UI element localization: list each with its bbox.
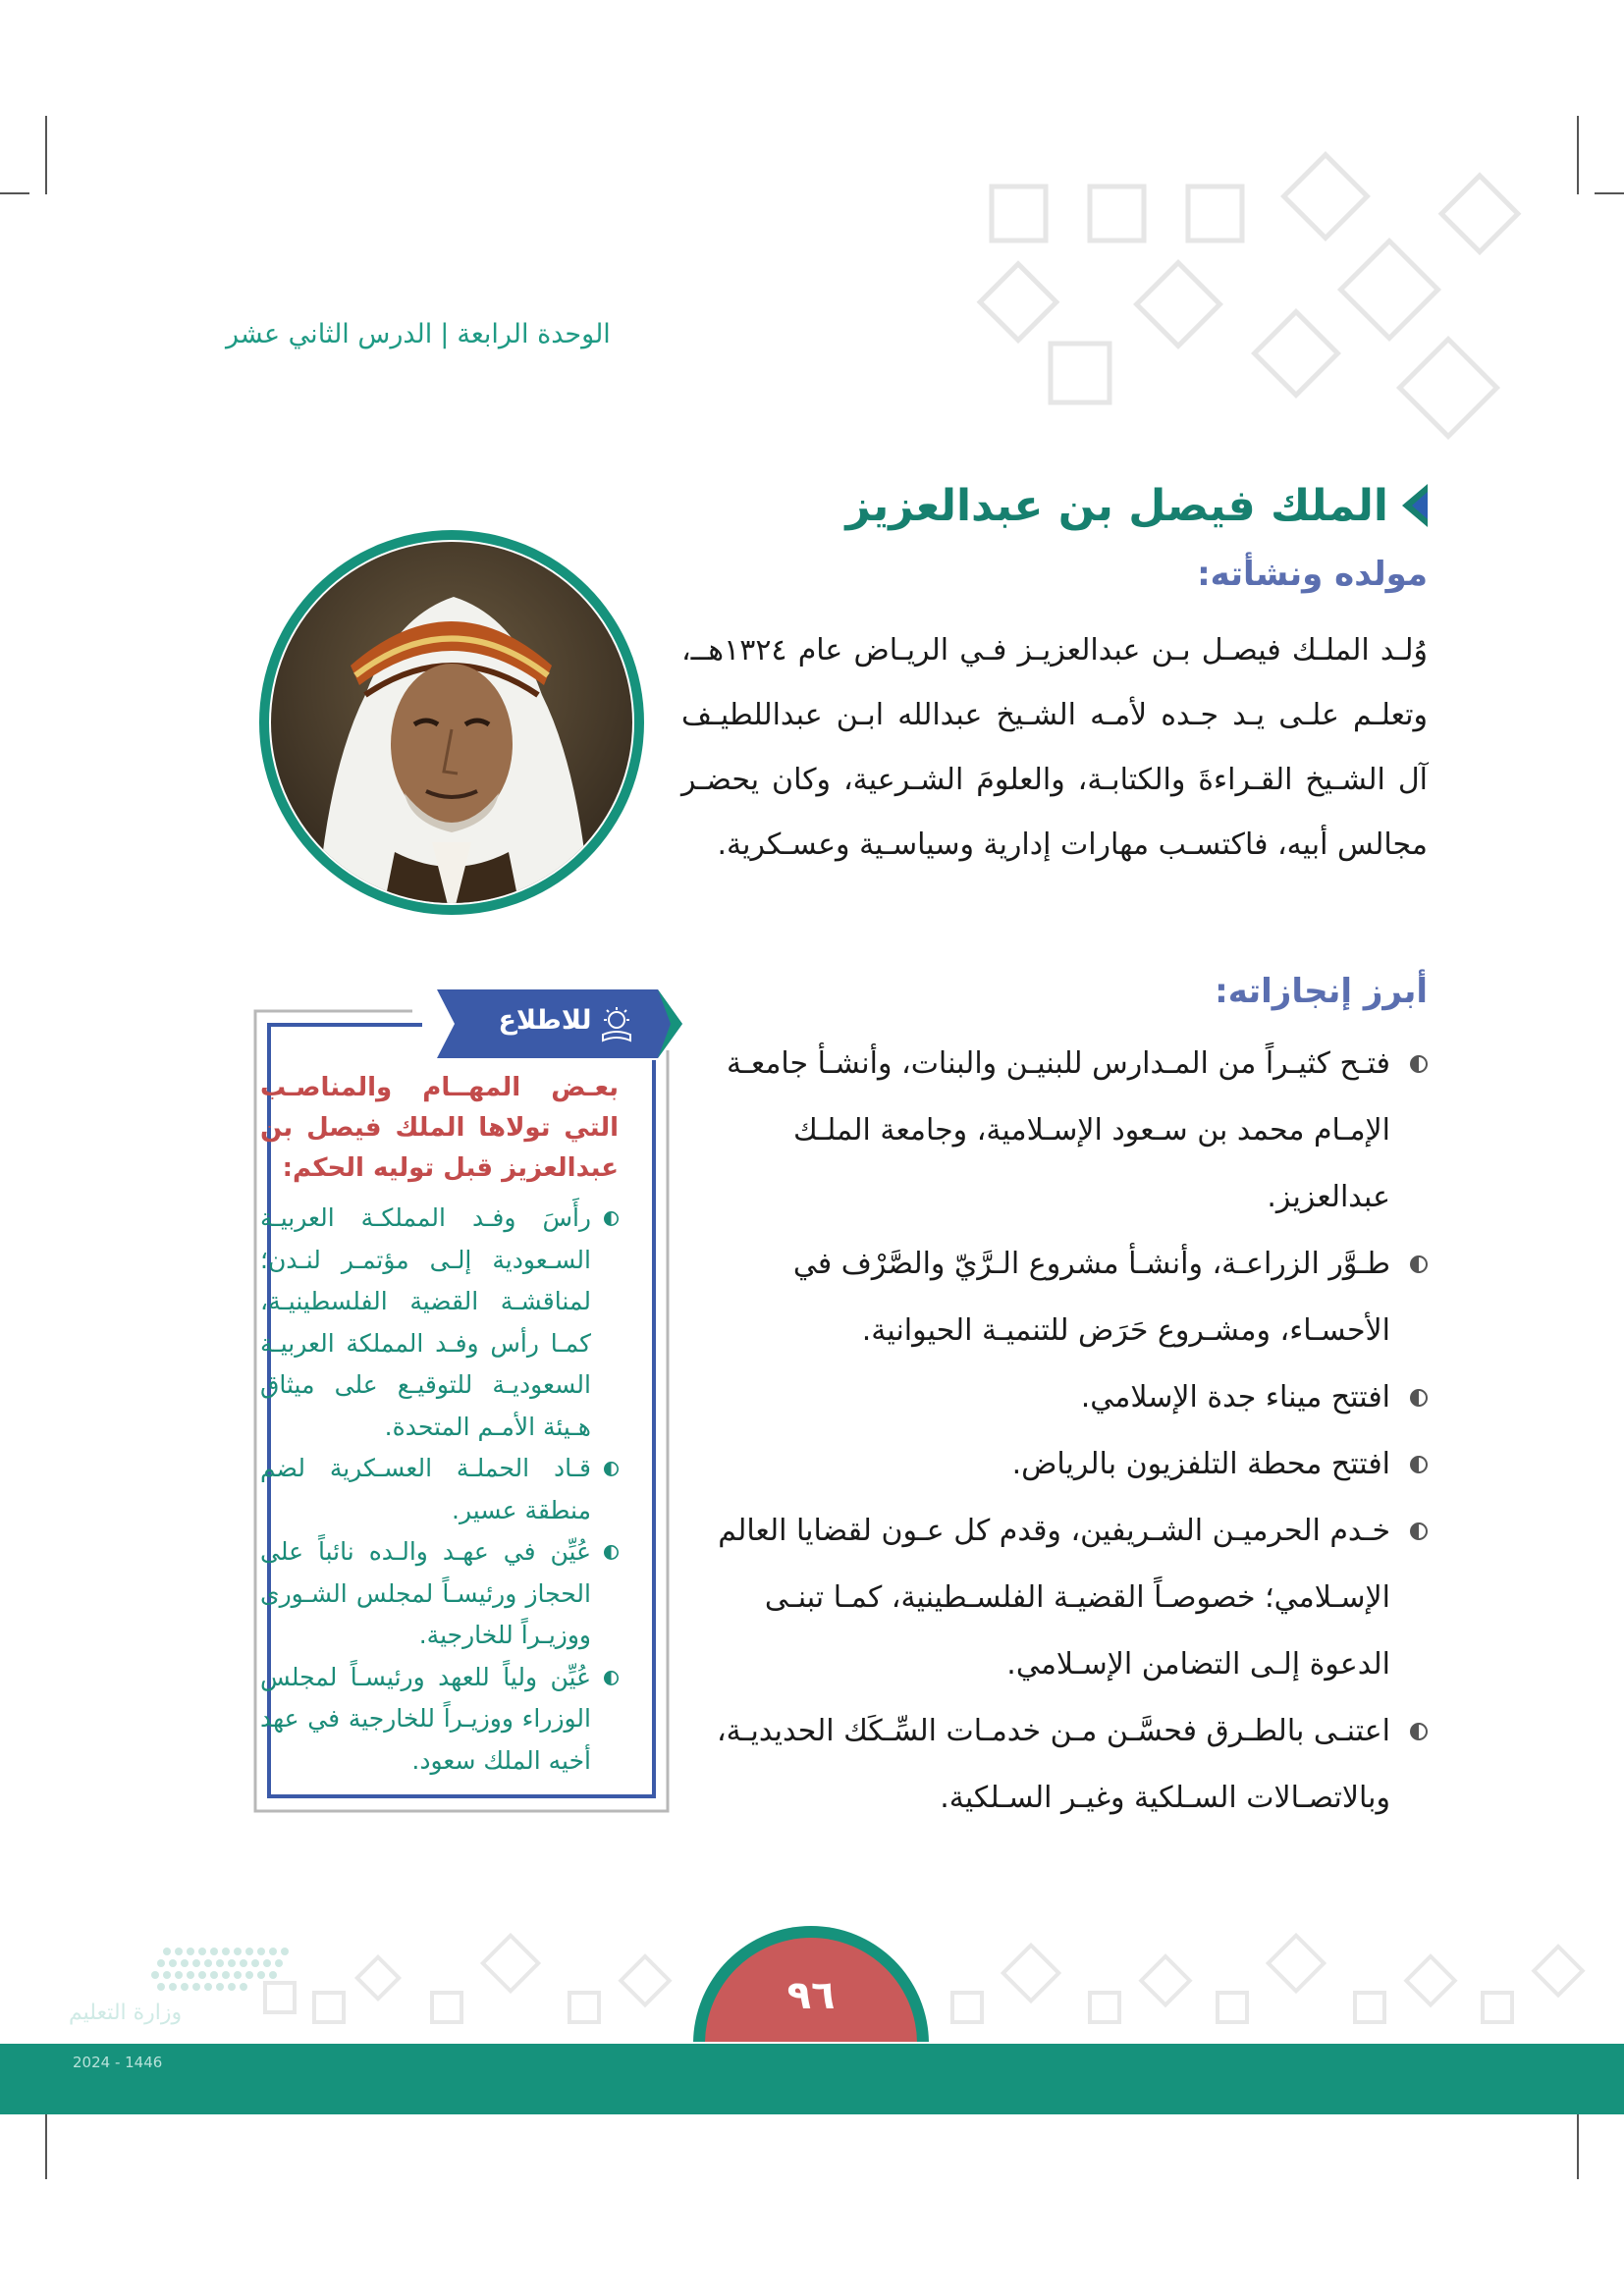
bullet-icon — [604, 1462, 619, 1476]
list-item — [681, 1364, 1428, 1431]
list-item — [681, 1498, 1428, 1698]
info-box-list — [260, 1198, 619, 1782]
breadcrumb — [226, 319, 677, 349]
crop-mark — [0, 192, 29, 194]
info-item-text: قـاد الحملـة العسـكرية لضم منطقة عسير. — [260, 1454, 591, 1524]
list-item — [260, 1198, 619, 1448]
bullet-icon — [1410, 1055, 1428, 1073]
decorative-pattern — [943, 147, 1581, 471]
unit-label: الوحدة الرابعة — [457, 319, 611, 349]
page-number: ٩٦ — [786, 1973, 836, 2018]
page-title-row — [681, 471, 1428, 540]
chevron-left-icon — [1402, 484, 1428, 527]
list-item — [681, 1231, 1428, 1364]
birth-paragraph: وُلـد الملـك فيصـل بـن عبدالعزيـز فـي الريـاض عام ١٣٢٤هــ، وتعلـم علـى يـد جـده لأمـه الشـيخ عبدالله ابـن عبداللطيـف آل الشـيخ القـراءةَ والكتابـة، والعلومَ الشـرعية، وكان يحضـر مجالس أبيه، فاكتسـب مهارات إدارية وسياسـية وعسـكرية. — [681, 633, 1428, 862]
lesson-label: الدرس الثاني عشر — [226, 319, 433, 349]
info-item-text: رأَسَ وفـد المملكـة العربيـة السـعودية إلـى مؤتمـر لنـدن؛ لمناقشـة القضية الفلسطينيـة، كمـا رأس وفـد المملكة العربيـة السعوديـة للتوقيـع على ميثاق هـيئة الأمـم المتحدة. — [260, 1203, 591, 1441]
bullet-icon — [604, 1211, 619, 1226]
list-item — [260, 1531, 619, 1657]
list-item — [681, 1698, 1428, 1832]
page-title: الملك فيصل بن عبدالعزيز — [845, 480, 1388, 531]
ministry-year: 2024 - 1446 — [73, 2054, 163, 2071]
crop-mark — [45, 116, 47, 194]
lightbulb-book-icon — [599, 1005, 634, 1044]
bullet-icon — [1410, 1255, 1428, 1273]
ministry-name: وزارة التعليم — [69, 2001, 183, 2025]
list-item — [260, 1448, 619, 1531]
achievements-heading: أبرز إنجازاته: — [1215, 972, 1428, 1011]
birth-heading: مولده ونشأته: — [1197, 555, 1428, 594]
list-item — [681, 1431, 1428, 1498]
info-item-text: عُيِّن في عهـد والـده نائباً على الحجاز ورئيسـاً لمجلس الشـورى ووزيـراً للخارجية. — [260, 1537, 591, 1649]
portrait-image — [257, 528, 646, 917]
achievements-list — [681, 1031, 1428, 1832]
breadcrumb-separator: | — [440, 319, 450, 349]
achievement-text: طـوَّر الزراعـة، وأنشـأ مشروع الـرَّيّ والصَّرْف في الأحسـاء، ومشـروع حَرَض للتنميـة الحيوانية. — [792, 1247, 1390, 1348]
bullet-icon — [604, 1671, 619, 1685]
achievement-text: افتتح ميناء جدة الإسلامي. — [1080, 1380, 1390, 1415]
bullet-icon — [1410, 1723, 1428, 1740]
crop-mark — [1595, 192, 1624, 194]
list-item — [260, 1657, 619, 1783]
decorative-pattern — [245, 1924, 1620, 2047]
achievement-text: افتتح محطة التلفزيون بالرياض. — [1011, 1447, 1390, 1481]
list-item — [681, 1031, 1428, 1231]
bullet-icon — [1410, 1522, 1428, 1540]
info-item-text: عُيِّن ولياً للعهد ورئيسـاً لمجلس الوزراء ووزيـراً للخارجية في عهد أخيه الملك سعود. — [260, 1662, 591, 1775]
achievement-text: اعتنـى بالطـرق فحسَّـن مـن خدمـات السِّـكَك الحديديـة، وبالاتصـالات السـلكية وغيـر السـلكية. — [716, 1714, 1390, 1815]
bullet-icon — [604, 1545, 619, 1560]
achievement-text: فتـح كثيـراً من المـدارس للبنيـن والبنات، وأنشـأ جامعـة الإمـام محمد بن سـعود الإسـلامية، وجامعة الملـك عبدالعزيز. — [726, 1046, 1390, 1214]
bullet-icon — [1410, 1389, 1428, 1407]
bullet-icon — [1410, 1456, 1428, 1473]
info-badge-label: للاطلاع — [498, 1005, 592, 1036]
info-box-intro: بعـض المهــام والمناصـب التي تولاها الملك فيصل بن عبدالعزيز قبل توليه الحكم: — [260, 1073, 619, 1183]
info-box — [245, 991, 677, 1821]
achievement-text: خـدم الحرميـن الشـريفين، وقدم كل عـون لقضايا العالم الإسـلامي؛ خصوصـاً القضيـة الفلسـطينية، كمـا تبنـى الدعوة إلـى التضامن الإسـلامي. — [718, 1514, 1390, 1682]
